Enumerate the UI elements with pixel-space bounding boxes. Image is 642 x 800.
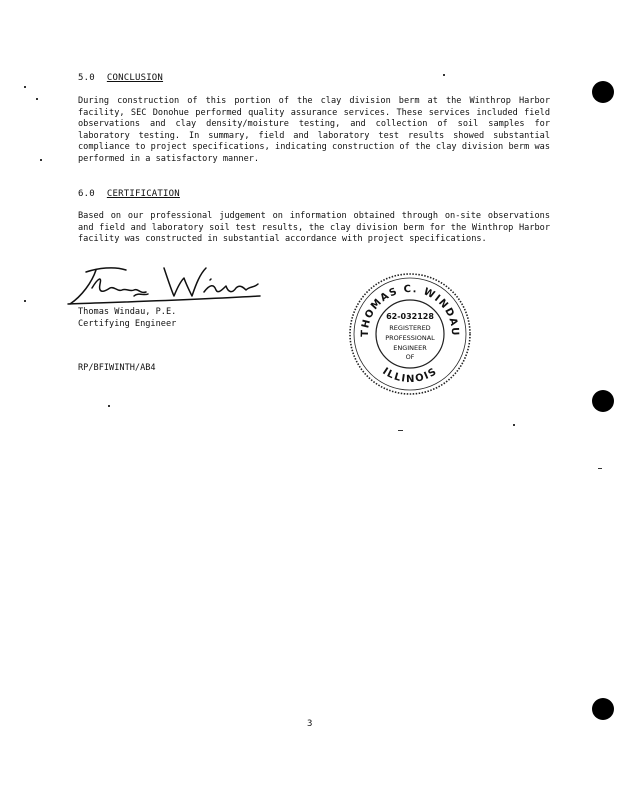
page-number: 3 — [307, 719, 313, 729]
certification-number: 6.0 — [78, 189, 95, 199]
scan-speck — [36, 98, 38, 100]
signer-title: Certifying Engineer — [78, 319, 177, 329]
scan-speck — [398, 430, 403, 431]
seal-line-2: PROFESSIONAL — [385, 334, 435, 342]
seal-number: 62-032128 — [386, 312, 434, 321]
seal-line-3: ENGINEER — [393, 344, 427, 352]
certification-paragraph: Based on our professional judgement on information obtained through on-site observations and field and laboratory soil test results, the clay division berm for the Winthrop Harbor facility was constructed in substantial accordance with project specifications. — [78, 211, 550, 245]
scan-speck — [108, 405, 110, 407]
scan-speck — [24, 300, 26, 302]
handwritten-signature — [64, 262, 264, 308]
conclusion-paragraph: During construction of this portion of the clay division berm at the Winthrop Harbor facility, SEC Donohue performed quality assurance services. These services included field observations and clay density/moisture testing, and collection of soil samples for laboratory testing. In summary, field and laboratory test results showed substantial compliance to project specifications, indicating construction of the clay division berm was performed in a satisfactory manner. — [78, 96, 550, 164]
binder-hole-top — [592, 81, 614, 103]
conclusion-heading — [78, 73, 163, 83]
seal-top-arc: THOMAS C. WINDAU — [359, 283, 461, 338]
scan-speck — [40, 159, 42, 161]
seal-line-4: OF — [405, 353, 415, 361]
engineer-seal — [346, 270, 474, 398]
svg-text:ILLINOIS — [380, 366, 439, 385]
certification-title: CERTIFICATION — [106, 189, 180, 199]
conclusion-number: 5.0 — [78, 73, 95, 83]
binder-hole-middle — [592, 390, 614, 412]
scan-speck — [443, 74, 445, 76]
signer-name: Thomas Windau, P.E. — [78, 307, 177, 317]
reference-code: RP/BFIWINTH/AB4 — [78, 363, 156, 373]
scan-speck — [598, 468, 602, 469]
scan-speck — [513, 424, 515, 426]
seal-bottom-arc: ILLINOIS — [380, 365, 440, 386]
binder-hole-bottom — [592, 698, 614, 720]
scan-speck — [24, 86, 26, 88]
certification-heading — [78, 189, 180, 199]
seal-line-1: REGISTERED — [389, 324, 431, 332]
conclusion-title: CONCLUSION — [106, 73, 164, 83]
